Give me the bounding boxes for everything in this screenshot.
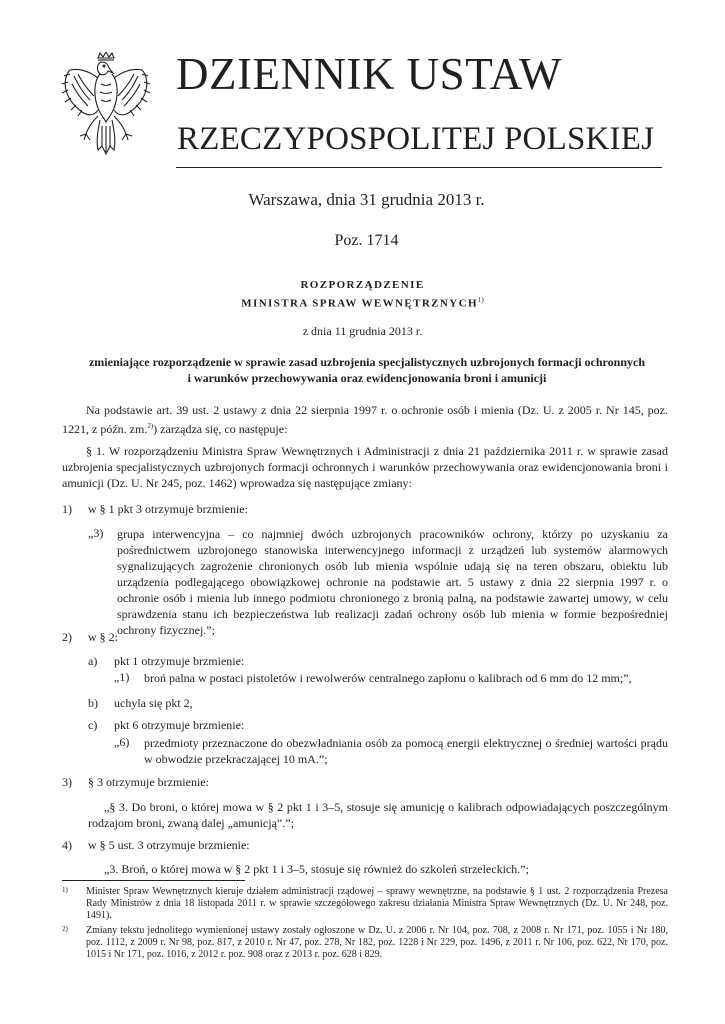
masthead-divider: [176, 167, 662, 168]
change-2a-letter: a): [88, 654, 98, 668]
footnote-mark-2: 2): [147, 422, 154, 430]
change-2a-quote-text: broń palna w postaci pistoletów i rewolwerów centralnego zapłonu o kalibrach od 6 mm do 12 mm;”,: [144, 671, 632, 685]
position-number: Poz. 1714: [334, 232, 399, 249]
change-4-text: w § 5 ust. 3 otrzymuje brzmienie:: [88, 838, 250, 852]
change-2c-quote-number: „6): [114, 735, 130, 749]
change-2c-quote-text: przedmioty przeznaczone do obezwładniania osób za pomocą energii elektrycznej o średniej wartości prądu w obwodzie przekraczającej 10 mA.”;: [144, 736, 668, 766]
change-2c-text: pkt 6 otrzymuje brzmienie:: [114, 718, 245, 732]
act-title: [62, 354, 672, 386]
act-issuer: [0, 296, 725, 310]
change-2-text: w § 2:: [88, 630, 118, 644]
change-2b-letter: b): [88, 696, 98, 710]
change-3-text: § 3 otrzymuje brzmienie:: [88, 775, 209, 789]
change-1-quote-text: grupa interwencyjna – co najmniej dwóch uzbrojonych pracowników ochrony, którzy po uzyskaniu za pośrednictwem uzbrojonego stanowiska interwencyjnego informacji z urządzeń lub systemów alarmowych sygnalizujących zagrożenie chronionych osób lub mienia wspólnie udają się na teren obszaru, obiektu lub urządzenia podlegającego obowiązkowej ochronie na podstawie art. 5 ustawy z dnia 22 sierpnia 1997 r. o ochronie osób i mienia lub innego podmiotu chronionego z bronią palną, na podstawie zawartej umowy, w celu sprawdzenia stanu ich bezpieczeństwa lub realizacji zadań ochrony osób lub mienia w formie bezpośredniej ochrony fizycznej.”;: [117, 527, 668, 637]
change-1-number: 1): [62, 502, 72, 516]
preamble-text: Na podstawie art. 39 ust. 2 ustawy z dnia 22 sierpnia 1997 r. o ochronie osób i mienia (Dz. U. z 2005 r. Nr 145, poz. 1221, z późn. zm.: [62, 403, 668, 436]
change-2a-quote-number: „1): [114, 670, 130, 684]
issue-date: Warszawa, dnia 31 grudnia 2013 r.: [248, 190, 485, 209]
footnote-1-number: 1): [62, 886, 68, 894]
act-title-line-1: zmieniające rozporządzenie w sprawie zasad uzbrojenia specjalistycznych uzbrojonych formacji ochronnych: [88, 355, 646, 369]
change-1-quote-number: „3): [88, 526, 104, 540]
section-1: § 1. W rozporządzeniu Ministra Spraw Wewnętrznych i Administracji z dnia 21 października 2011 r. w sprawie zasad uzbrojenia specjalistycznych uzbrojonych formacji ochronnych i warunków przechowywania oraz ewidencjonowania broni i amunicji (Dz. U. Nr 245, poz. 1462) wprowadza się następujące zmiany:: [62, 444, 668, 490]
change-2b-text: uchyla się pkt 2,: [114, 696, 193, 710]
footnote-1-text: Minister Spraw Wewnętrznych kieruje działem administracji rządowej – sprawy wewnętrzne, na podstawie § 1 ust. 2 rozporządzenia Prezesa Rady Ministrów z dnia 18 listopada 2011 r. w sprawie szczegółowego zakresu działania Ministra Spraw Wewnętrznych (Dz. U. Nr 248, poz. 1491).: [86, 886, 668, 921]
footnote-divider: [62, 880, 245, 881]
change-2-number: 2): [62, 630, 72, 644]
change-3-quote-text: „§ 3. Do broni, o której mowa w § 2 pkt 1 i 3–5, stosuje się amunicję o kalibrach odpowiadających poszczególnym rodzajom broni, zwaną dalej „amunicją”.”;: [88, 800, 668, 830]
act-date: z dnia 11 grudnia 2013 r.: [302, 324, 423, 338]
masthead-subtitle: RZECZYPOSPOLITEJ POLSKIEJ: [177, 121, 655, 157]
act-type: ROZPORZĄDZENIE: [300, 279, 425, 291]
change-2c-letter: c): [88, 718, 98, 732]
preamble: [62, 402, 668, 437]
footnote-mark-1: 1): [477, 296, 484, 304]
footnote-2-text: Zmiany tekstu jednolitego wymienionej ustawy zostały ogłoszone w Dz. U. z 2006 r. Nr 104, poz. 708, z 2008 r. Nr 171, poz. 1055 i Nr 180, poz. 1112, z 2009 r. Nr 98, poz. 817, z 2010 r. Nr 47, poz. 278, Nr 182, poz. 1228 i Nr 229, poz. 1496, z 2011 r. Nr 106, poz. 622, Nr 170, poz. 1015 i Nr 171, poz. 1016, z 2012 r. poz. 908 oraz z 2013 r. poz. 628 i 829.: [86, 925, 668, 960]
act-title-line-2: i warunków przechowywania oraz ewidencjonowania broni i amunicji: [187, 371, 547, 385]
change-2a-text: pkt 1 otrzymuje brzmienie:: [114, 654, 245, 668]
white-eagle-emblem-icon: [60, 52, 152, 156]
act-issuer-text: MINISTRA SPRAW WEWNĘTRZNYCH: [241, 297, 478, 310]
change-4-number: 4): [62, 838, 72, 852]
masthead-title: DZIENNIK USTAW: [176, 49, 562, 99]
change-3-number: 3): [62, 775, 72, 789]
footnote-2-number: 2): [62, 925, 68, 933]
preamble-text-end: ) zarządza się, co następuje:: [153, 422, 288, 436]
change-1-text: w § 1 pkt 3 otrzymuje brzmienie:: [88, 502, 248, 516]
change-4-quote-text: „3. Broń, o której mowa w § 2 pkt 1 i 3–5, stosuje się również do szkoleń strzeleckich.”;: [104, 862, 529, 876]
